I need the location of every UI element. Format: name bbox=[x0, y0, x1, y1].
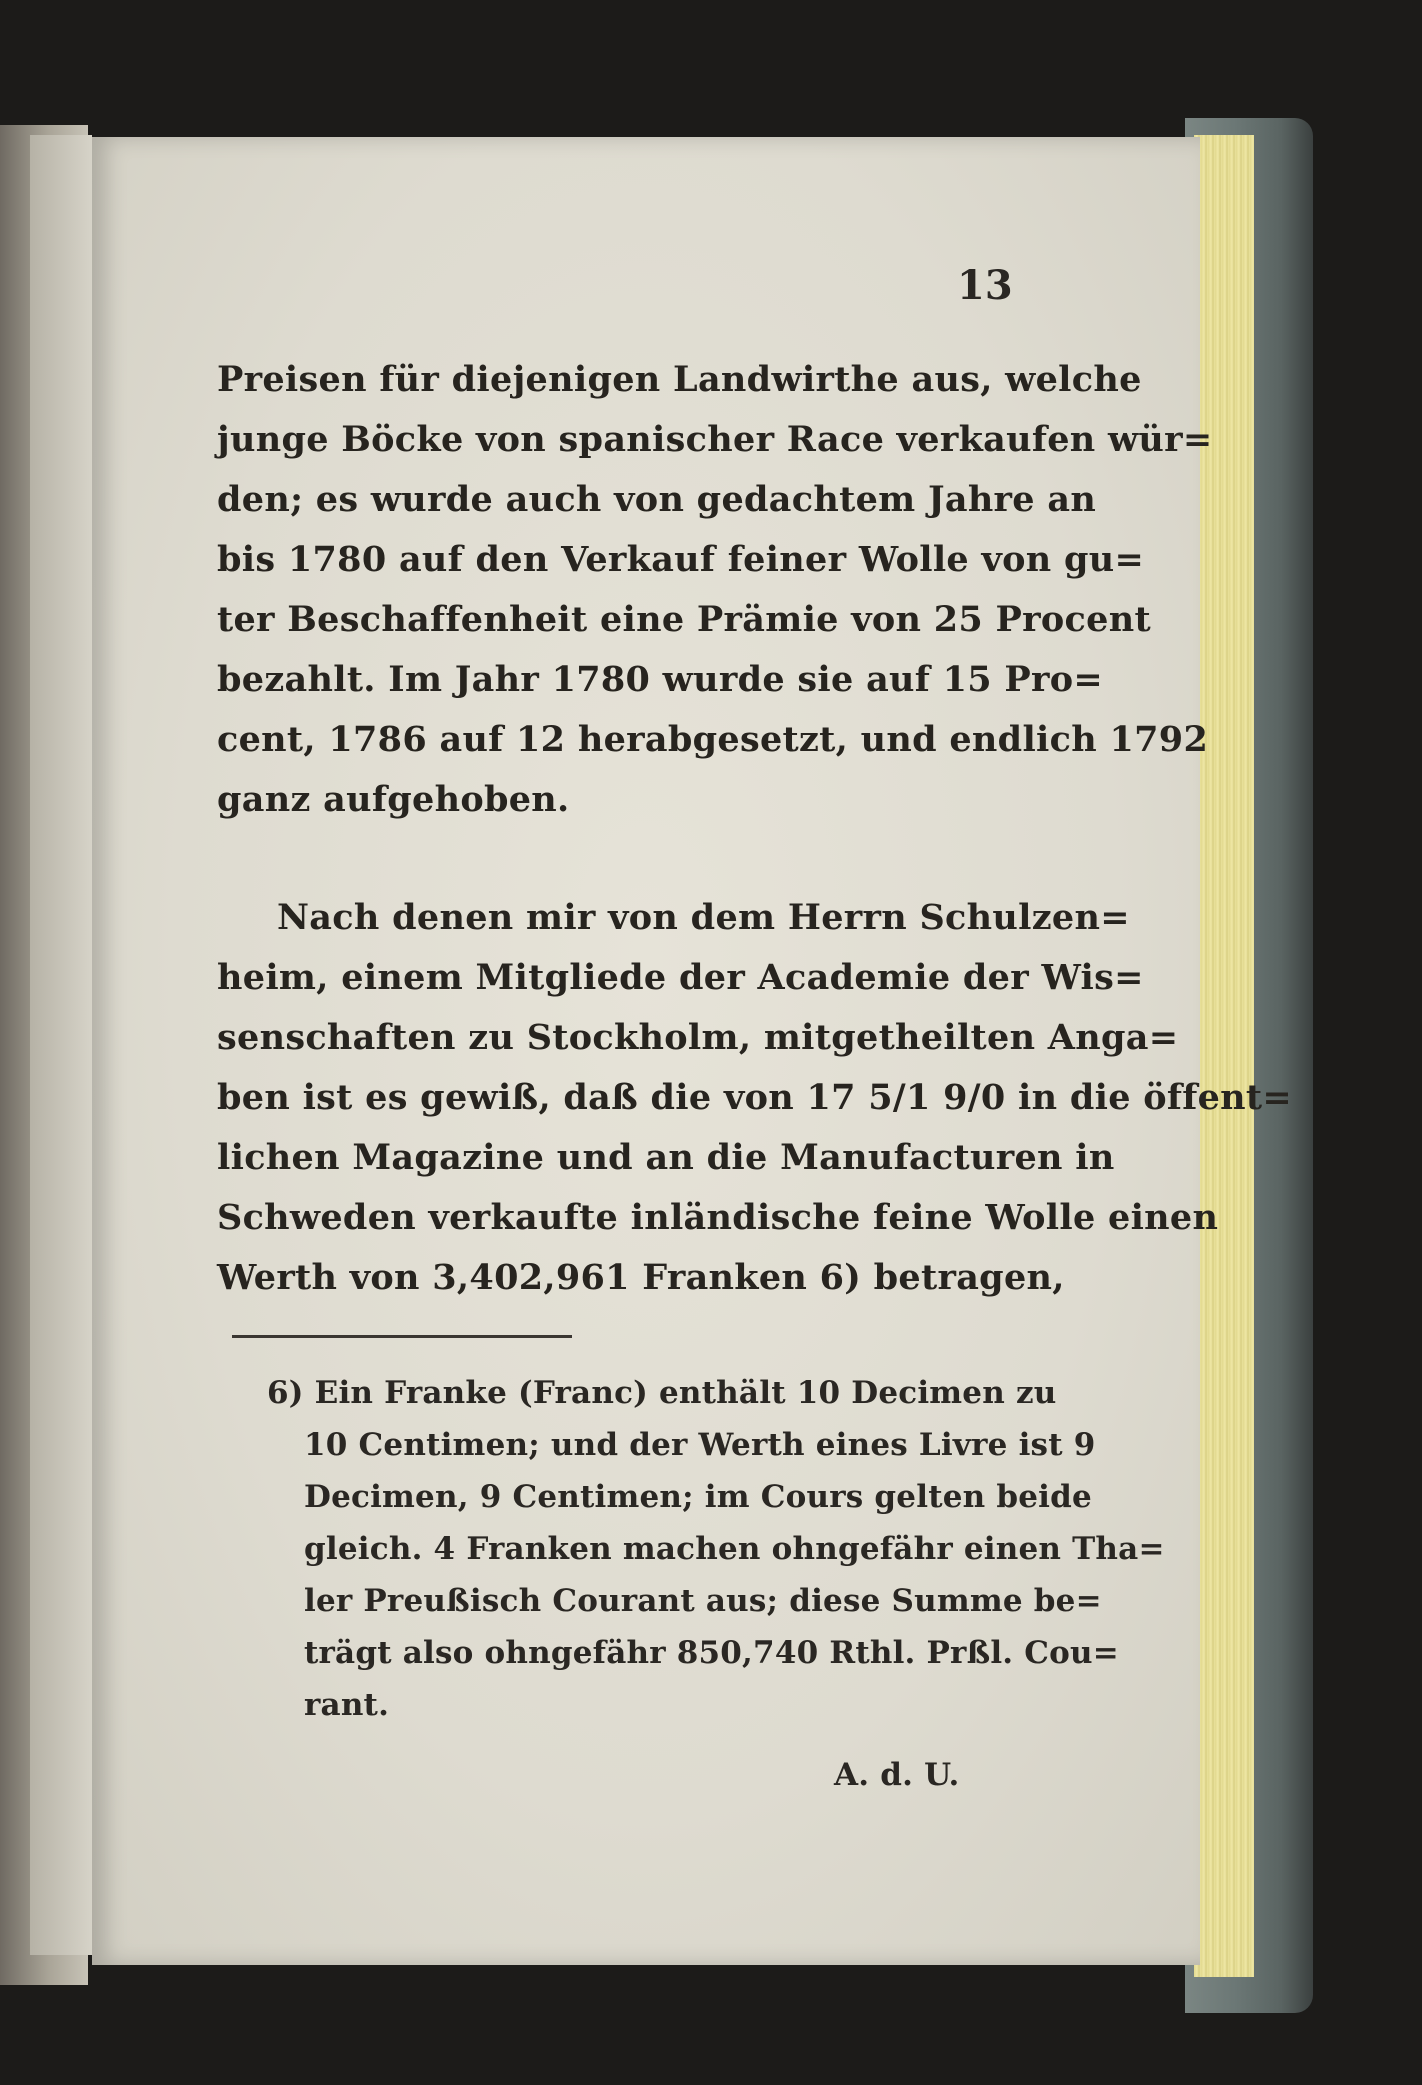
body-line-1: Preisen für diejenigen Landwirthe aus, welche bbox=[217, 359, 1142, 400]
body-line-12: ben ist es gewiß, daß die von 17 5/1 9/0 in die öffent= bbox=[217, 1077, 1293, 1118]
body-line-13: lichen Magazine und an die Manufacturen in bbox=[217, 1137, 1115, 1178]
body-line-9: Nach denen mir von dem Herrn Schulzen= bbox=[277, 897, 1130, 938]
footnote-line-6: trägt also ohngefähr 850,740 Rthl. Prßl. Cou= bbox=[304, 1635, 1119, 1671]
page-number: 13 bbox=[957, 262, 1013, 309]
right-page bbox=[92, 137, 1293, 1965]
body-line-5: ter Beschaffenheit eine Prämie von 25 Procent bbox=[217, 599, 1151, 640]
body-line-4: bis 1780 auf den Verkauf feiner Wolle von gu= bbox=[217, 539, 1145, 580]
footnote-line-7: rant. bbox=[304, 1687, 390, 1723]
footnote-line-1: 6) Ein Franke (Franc) enthält 10 Decimen zu bbox=[267, 1375, 1057, 1411]
body-line-15: Werth von 3,402,961 Franken 6) betragen, bbox=[217, 1257, 1065, 1298]
footnote-line-5: ler Preußisch Courant aus; diese Summe be= bbox=[304, 1583, 1102, 1619]
body-line-8: ganz aufgehoben. bbox=[217, 779, 570, 820]
footnote-signature: A. d. U. bbox=[834, 1757, 960, 1793]
body-line-3: den; es wurde auch von gedachtem Jahre an bbox=[217, 479, 1097, 520]
body-line-14: Schweden verkaufte inländische feine Wolle einen bbox=[217, 1197, 1219, 1238]
body-line-11: senschaften zu Stockholm, mitgetheilten Anga= bbox=[217, 1017, 1179, 1058]
body-line-2: junge Böcke von spanischer Race verkaufen wür= bbox=[217, 419, 1213, 460]
body-line-10: heim, einem Mitgliede der Academie der Wis= bbox=[217, 957, 1144, 998]
gilt-page-edges bbox=[1194, 135, 1254, 1977]
left-page-surface bbox=[30, 135, 92, 1955]
body-line-7: cent, 1786 auf 12 herabgesetzt, und endlich 1792 bbox=[217, 719, 1209, 760]
body-line-6: bezahlt. Im Jahr 1780 wurde sie auf 15 Pro= bbox=[217, 659, 1104, 700]
footnote-rule bbox=[232, 1335, 572, 1338]
footnote-line-3: Decimen, 9 Centimen; im Cours gelten beide bbox=[304, 1479, 1092, 1515]
footnote-line-4: gleich. 4 Franken machen ohngefähr einen Tha= bbox=[304, 1531, 1165, 1567]
footnote-line-2: 10 Centimen; und der Werth eines Livre ist 9 bbox=[304, 1427, 1096, 1463]
